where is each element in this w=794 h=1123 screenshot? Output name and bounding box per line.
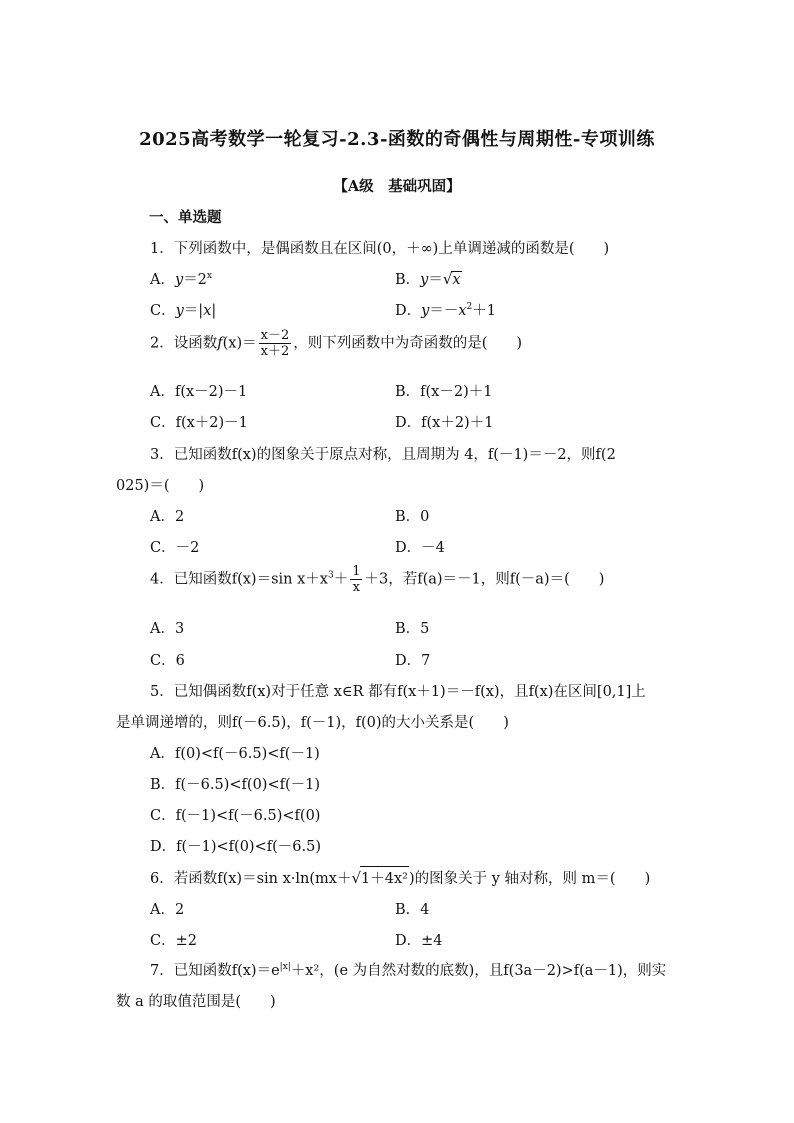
q3-option-d: D．－4	[395, 540, 445, 556]
q6-option-d: D．±4	[395, 933, 443, 949]
q5-option-b: B．f(－6.5)<f(0)<f(－1)	[150, 777, 321, 793]
q6-option-a: A．2	[150, 902, 185, 918]
q6-stem: 6．若函数f(x)＝sin x·ln(mx＋√1＋4x²)的图象关于 y 轴对称，则 m＝( )	[150, 866, 650, 888]
q2-fraction: $\frac{x-2}{x+2}$	[260, 328, 290, 359]
section-heading: 一、单选题	[149, 209, 222, 226]
q2-option-c: C．f(x＋2)－1	[150, 415, 248, 431]
q5-stem: 5．已知偶函数f(x)对于任意 x∈R 都有f(x＋1)＝－f(x)，且f(x)在区间[0,1]上	[150, 684, 646, 700]
q2-option-a: A．f(x－2)－1	[150, 384, 248, 400]
q1-option-d: D．$y=-x^2+1$	[395, 302, 496, 319]
q5-stem-cont: 是单调递增的，则f(－6.5)，f(－1)，f(0)的大小关系是( )	[116, 715, 509, 731]
q5-option-c: C．f(－1)<f(－6.5)<f(0)	[150, 808, 321, 824]
q7-stem-cont: 数 a 的取值范围是( )	[116, 994, 276, 1010]
q3-option-b: B．0	[395, 509, 430, 525]
q3-option-c: C．－2	[150, 540, 200, 556]
q4-option-c: C．6	[150, 653, 185, 669]
q1-stem: 1．下列函数中，是偶函数且在区间(0，＋∞)上单调递减的函数是( )	[150, 241, 610, 257]
q2-stem: 2．设函数f(x)＝ $\frac{x-2}{x+2}$ ，则下列函数中为奇函数的是( )	[150, 328, 523, 359]
q4-stem: 4．已知函数f(x)＝sin $x+x^3+$ $\frac{1}{x}$ ＋3，若f(a)＝－1，则f(－a)＝( )	[150, 564, 605, 595]
q4-fraction: $\frac{1}{x}$	[352, 564, 361, 595]
level-heading: 【A级 基础巩固】	[333, 178, 461, 195]
q4-option-a: A．3	[150, 621, 185, 637]
q6-option-c: C．±2	[150, 933, 197, 949]
q3-stem: 3．已知函数f(x)的图象关于原点对称，且周期为 4，f(－1)＝－2，则f(2	[150, 447, 616, 463]
q5-option-a: A．f(0)<f(－6.5)<f(－1)	[150, 746, 320, 762]
q6-option-b: B．4	[395, 902, 430, 918]
q2-option-d: D．f(x＋2)＋1	[395, 415, 494, 431]
q7-stem: 7．已知函数$f(x)=e^{|x|}+x^2$，(e 为自然对数的底数)，且f(3a－2)>f(a－1)，则实	[150, 962, 667, 979]
q1-option-a: A．$y=2^x$	[150, 271, 212, 288]
q2-option-b: B．f(x－2)＋1	[395, 384, 493, 400]
q1-option-b: B．y＝√x	[395, 270, 461, 288]
q4-option-d: D．7	[395, 653, 431, 669]
q3-stem-cont: 025)＝( )	[116, 478, 205, 494]
q3-option-a: A．2	[150, 509, 185, 525]
q4-option-b: B．5	[395, 621, 430, 637]
q1-option-c: C．y＝|x|	[150, 303, 217, 319]
page-title: 2025高考数学一轮复习-2.3-函数的奇偶性与周期性-专项训练	[139, 129, 655, 150]
q5-option-d: D．f(－1)<f(0)<f(－6.5)	[150, 839, 321, 855]
